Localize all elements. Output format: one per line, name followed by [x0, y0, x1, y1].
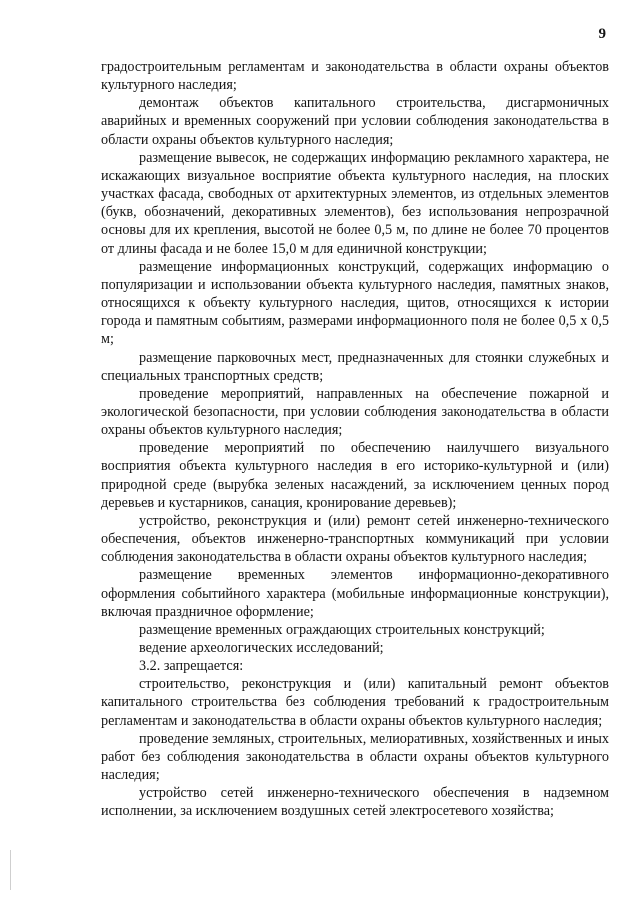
document-body: [101, 58, 609, 821]
paragraph-3: размещение вывесок, не содержащих информацию рекламного характера, не искажающих визуальное восприятие объекта культурного наследия, на плоских участках фасада, свободных от архитектурных элементов, из отдельных элементов (букв, обозначений, декоративных элементов), без использования непрозрачной основы для их крепления, высотой не более 0,5 м, по длине не более 70 процентов от длины фасада и не более 15,0 м для единичной конструкции;: [101, 149, 609, 257]
paragraph-8: устройство, реконструкция и (или) ремонт сетей инженерно-технического обеспечения, объектов инженерно-транспортных коммуникаций при условии соблюдения законодательства в области охраны объектов культурного наследия;: [101, 512, 609, 566]
paragraph-11: ведение археологических исследований;: [139, 640, 384, 656]
paragraph-14: проведение земляных, строительных, мелиоративных, хозяйственных и иных работ без соблюдения законодательства в области охраны объектов культурного наследия;: [101, 730, 609, 784]
paragraph-4: размещение информационных конструкций, содержащих информацию о популяризации и использовании объекта культурного наследия, памятных знаков, относящихся к объекту культурного наследия, щитов, относящихся к истории города и памятным событиям, размерами информационного поля не более 0,5 х 0,5 м;: [101, 258, 609, 348]
paragraph-6: проведение мероприятий, направленных на обеспечение пожарной и экологической безопасности, при условии соблюдения законодательства в области охраны объектов культурного наследия;: [101, 385, 609, 439]
paragraph-7: проведение мероприятий по обеспечению наилучшего визуального восприятия объекта культурного наследия в его историко-культурной и (или) природной среде (вырубка зеленых насаждений, за исключением ценных пород деревьев и кустарников, санация, кронирование деревьев);: [101, 440, 609, 511]
paragraph-5: размещение парковочных мест, предназначенных для стоянки служебных и специальных транспортных средств;: [101, 349, 609, 384]
paragraph-13: строительство, реконструкция и (или) капитальный ремонт объектов капитального строительства без соблюдения требований к градостроительным регламентам и законодательства в области охраны объектов культурного наследия;: [101, 676, 609, 729]
page-number: 9: [598, 26, 606, 42]
paragraph-10: размещение временных ограждающих строительных конструкций;: [139, 621, 545, 638]
paragraph-1: градостроительным регламентам и законодательства в области охраны объектов культурного наследия;: [101, 59, 609, 94]
scan-margin-mark: [10, 850, 11, 890]
section-heading-3-2: 3.2. запрещается:: [139, 658, 244, 675]
paragraph-15: устройство сетей инженерно-технического обеспечения в надземном исполнении, за исключением воздушных сетей электросетевого хозяйства;: [101, 785, 609, 820]
paragraph-9: размещение временных элементов информационно-декоративного оформления событийного характера (мобильные информационные конструкции), включая праздничное оформление;: [101, 567, 609, 620]
paragraph-2: демонтаж объектов капитального строительства, дисгармоничных аварийных и временных сооружений при условии соблюдения законодательства в области охраны объектов культурного наследия;: [101, 95, 609, 148]
